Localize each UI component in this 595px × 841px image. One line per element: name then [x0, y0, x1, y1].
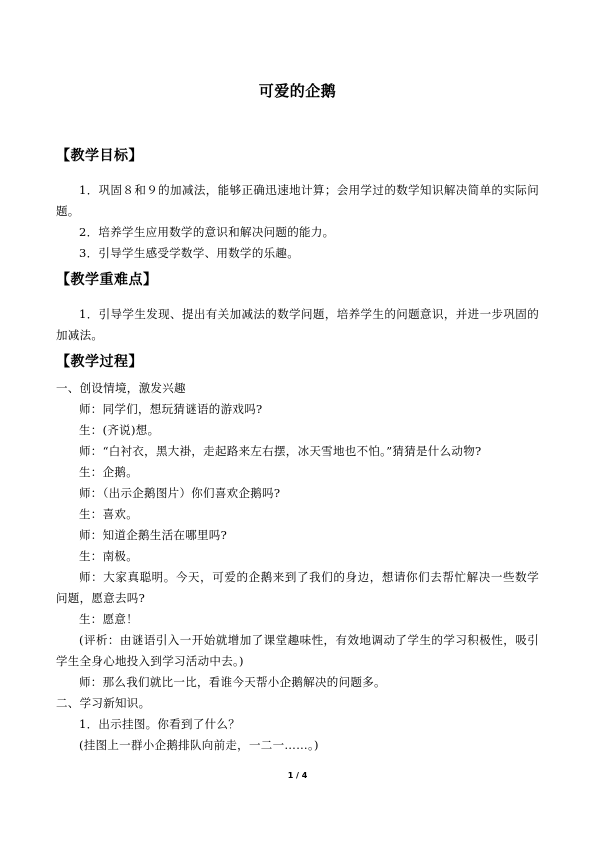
- goal-item-2: 2．培养学生应用数学的意识和解决问题的能力。: [79, 225, 335, 239]
- dialogue-line: 师：知道企鹅生活在哪里吗?: [79, 528, 228, 542]
- document-body: [56, 140, 539, 756]
- dialogue-line: 师：（出示企鹅图片）你们喜欢企鹅吗?: [79, 486, 281, 500]
- dialogue-line: 生：喜欢。: [79, 507, 138, 521]
- goal-item-3: 3．引导学生感受学数学、用数学的乐趣。: [79, 246, 300, 260]
- page-number: 1 / 4: [287, 771, 308, 780]
- process-part1-title: 一、创设情境，激发兴趣: [56, 381, 186, 395]
- dialogue-line: 生：南极。: [79, 549, 138, 563]
- dialogue-line: 师：“白衬衣，黑大褂，走起路来左右摆，冰天雪地也不怕。”猜猜是什么动物?: [79, 444, 482, 458]
- section-heading-goals: 【教学目标】: [56, 148, 143, 164]
- goal-item-1: 1．巩固８和９的加减法，能够正确迅速地计算；会用学过的数学知识解决简单的实际问题。: [56, 183, 539, 218]
- dialogue-line: 生：(齐说)想。: [79, 423, 160, 437]
- key-point-item-1: 1．引导学生发现、提出有关加减法的数学问题，培养学生的问题意识，并进一步巩固的加减法。: [56, 307, 539, 342]
- part2-line: (挂图上一群小企鹅排队向前走，一二一……。): [79, 738, 319, 752]
- dialogue-line: 师：大家真聪明。今天，可爱的企鹅来到了我们的身边，想请你们去帮忙解决一些数学问题，愿意去吗?: [56, 570, 539, 605]
- commentary-note: (评析：由谜语引入一开始就增加了课堂趣味性，有效地调动了学生的学习积极性，吸引学生全身心地投入到学习活动中去。): [56, 633, 539, 668]
- process-part2-title: 二、学习新知识。: [56, 696, 151, 710]
- dialogue-line: 师：那么我们就比一比，看谁今天帮小企鹅解决的问题多。: [79, 675, 386, 689]
- dialogue-line: 生：愿意！: [79, 612, 138, 626]
- dialogue-line: 生：企鹅。: [79, 465, 138, 479]
- section-heading-key-points: 【教学重难点】: [56, 272, 158, 288]
- part2-line: 1．出示挂图。你看到了什么？: [79, 717, 241, 731]
- document-title: 可爱的企鹅: [258, 82, 337, 100]
- dialogue-line: 师：同学们，想玩猜谜语的游戏吗?: [79, 402, 263, 416]
- section-heading-process: 【教学过程】: [56, 354, 143, 370]
